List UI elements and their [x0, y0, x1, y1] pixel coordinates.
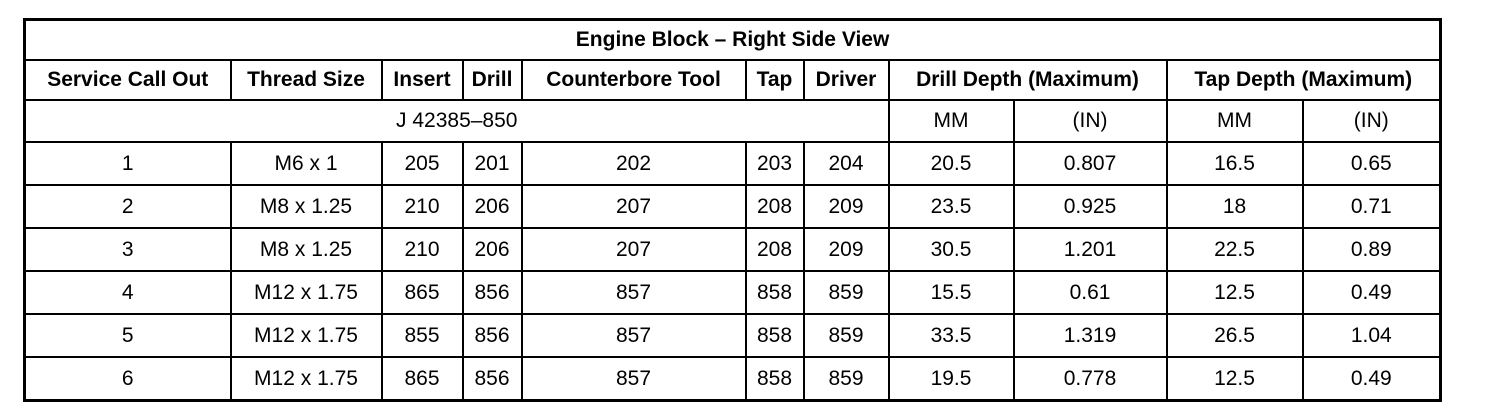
cell-drill-depth-in: 1.319 [1014, 314, 1167, 357]
cell-tap-depth-mm: 22.5 [1167, 228, 1303, 271]
cell-tap-depth-mm: 26.5 [1167, 314, 1303, 357]
cell-driver: 209 [804, 228, 889, 271]
cell-tap-depth-in: 0.49 [1303, 271, 1441, 314]
header-counterbore-tool: Counterbore Tool [522, 60, 746, 100]
kit-label: J 42385–850 [25, 100, 889, 142]
cell-driver: 204 [804, 142, 889, 185]
header-tap: Tap [746, 60, 804, 100]
unit-drill-in: (IN) [1014, 100, 1167, 142]
cell-insert: 865 [382, 357, 463, 401]
cell-call-out: 6 [25, 357, 231, 401]
header-drill-depth: Drill Depth (Maximum) [889, 60, 1167, 100]
header-drill: Drill [463, 60, 522, 100]
cell-tap: 208 [746, 185, 804, 228]
table-row [25, 185, 1441, 228]
table-row [25, 314, 1441, 357]
cell-driver: 209 [804, 185, 889, 228]
header-service-call-out: Service Call Out [25, 60, 231, 100]
cell-drill: 856 [463, 357, 522, 401]
table-row [25, 357, 1441, 401]
table-row [25, 142, 1441, 185]
cell-insert: 865 [382, 271, 463, 314]
cell-thread-size: M12 x 1.75 [231, 271, 382, 314]
cell-counterbore-tool: 207 [522, 185, 746, 228]
cell-call-out: 4 [25, 271, 231, 314]
cell-drill-depth-in: 0.925 [1014, 185, 1167, 228]
header-thread-size: Thread Size [231, 60, 382, 100]
cell-drill-depth-in: 1.201 [1014, 228, 1167, 271]
cell-tap-depth-in: 0.71 [1303, 185, 1441, 228]
cell-call-out: 5 [25, 314, 231, 357]
cell-counterbore-tool: 857 [522, 314, 746, 357]
cell-counterbore-tool: 207 [522, 228, 746, 271]
cell-tap-depth-mm: 12.5 [1167, 271, 1303, 314]
cell-drill-depth-in: 0.61 [1014, 271, 1167, 314]
cell-drill-depth-mm: 15.5 [889, 271, 1014, 314]
cell-thread-size: M8 x 1.25 [231, 185, 382, 228]
cell-drill-depth-mm: 20.5 [889, 142, 1014, 185]
cell-tap: 858 [746, 357, 804, 401]
cell-thread-size: M8 x 1.25 [231, 228, 382, 271]
cell-tap: 208 [746, 228, 804, 271]
cell-tap-depth-in: 0.65 [1303, 142, 1441, 185]
cell-tap-depth-in: 0.49 [1303, 357, 1441, 401]
cell-drill: 856 [463, 271, 522, 314]
cell-call-out: 1 [25, 142, 231, 185]
cell-drill-depth-in: 0.778 [1014, 357, 1167, 401]
cell-thread-size: M12 x 1.75 [231, 357, 382, 401]
cell-call-out: 2 [25, 185, 231, 228]
header-insert: Insert [382, 60, 463, 100]
cell-tap: 858 [746, 271, 804, 314]
header-tap-depth: Tap Depth (Maximum) [1167, 60, 1441, 100]
header-driver: Driver [804, 60, 889, 100]
unit-row [25, 100, 1441, 142]
cell-counterbore-tool: 857 [522, 271, 746, 314]
cell-driver: 859 [804, 314, 889, 357]
cell-drill: 206 [463, 228, 522, 271]
cell-drill: 856 [463, 314, 522, 357]
table-row [25, 228, 1441, 271]
cell-counterbore-tool: 857 [522, 357, 746, 401]
cell-tap-depth-in: 0.89 [1303, 228, 1441, 271]
table-row [25, 271, 1441, 314]
cell-tap-depth-mm: 12.5 [1167, 357, 1303, 401]
unit-drill-mm: MM [889, 100, 1014, 142]
cell-drill-depth-mm: 30.5 [889, 228, 1014, 271]
cell-thread-size: M12 x 1.75 [231, 314, 382, 357]
title-row [25, 20, 1441, 61]
engine-block-spec-table [23, 18, 1442, 402]
cell-counterbore-tool: 202 [522, 142, 746, 185]
cell-tap-depth-in: 1.04 [1303, 314, 1441, 357]
cell-call-out: 3 [25, 228, 231, 271]
cell-drill: 201 [463, 142, 522, 185]
cell-insert: 210 [382, 228, 463, 271]
unit-tap-in: (IN) [1303, 100, 1441, 142]
cell-drill: 206 [463, 185, 522, 228]
cell-insert: 205 [382, 142, 463, 185]
cell-tap: 858 [746, 314, 804, 357]
cell-drill-depth-in: 0.807 [1014, 142, 1167, 185]
unit-tap-mm: MM [1167, 100, 1303, 142]
cell-thread-size: M6 x 1 [231, 142, 382, 185]
cell-tap: 203 [746, 142, 804, 185]
cell-tap-depth-mm: 18 [1167, 185, 1303, 228]
cell-drill-depth-mm: 33.5 [889, 314, 1014, 357]
table-title: Engine Block – Right Side View [25, 20, 1441, 61]
header-row [25, 60, 1441, 100]
cell-insert: 855 [382, 314, 463, 357]
cell-driver: 859 [804, 271, 889, 314]
cell-drill-depth-mm: 23.5 [889, 185, 1014, 228]
cell-drill-depth-mm: 19.5 [889, 357, 1014, 401]
cell-tap-depth-mm: 16.5 [1167, 142, 1303, 185]
cell-insert: 210 [382, 185, 463, 228]
cell-driver: 859 [804, 357, 889, 401]
